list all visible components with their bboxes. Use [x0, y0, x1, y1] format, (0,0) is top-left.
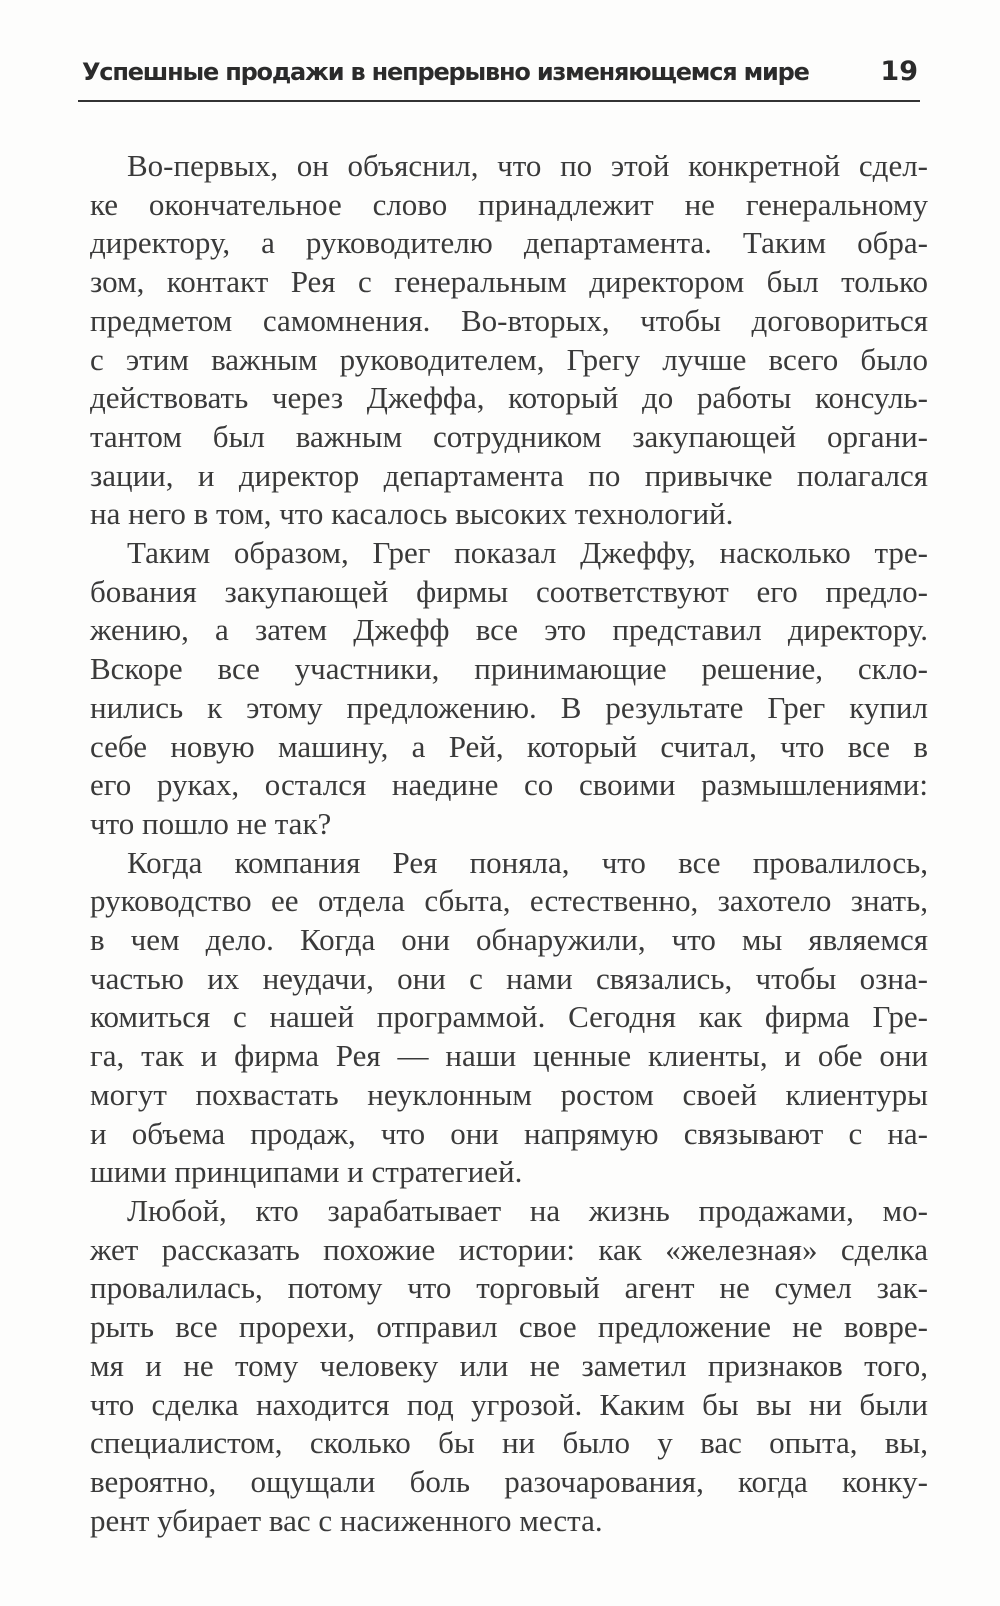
- text-line: мя и не тому человеку или не заметил признаков того,: [90, 1347, 928, 1383]
- text-line: га, так и фирма Рея — наши ценные клиенты, и обе они: [90, 1038, 928, 1074]
- text-line: нились к этому предложению. В результате Грег купил: [90, 689, 928, 725]
- text-line: зации, и директор департамента по привычке полагался: [90, 457, 928, 493]
- text-line: на него в том, что касалось высоких технологий.: [90, 496, 734, 532]
- text-line: рыть все прорехи, отправил свое предложение не вовре-: [90, 1309, 928, 1345]
- paragraph: [90, 1192, 928, 1540]
- text-line: с этим важным руководителем, Грегу лучше всего было: [90, 341, 928, 377]
- text-line: в чем дело. Когда они обнаружили, что мы являемся: [90, 922, 928, 958]
- text-line: Во-первых, он объяснил, что по этой конкретной сдел-: [127, 148, 928, 183]
- text-line: и объема продаж, что они напрямую связывают с на-: [90, 1115, 928, 1151]
- text-line: могут похвастать неуклонным ростом своей клиентуры: [90, 1076, 928, 1112]
- text-line: предметом самомнения. Во-вторых, чтобы договориться: [90, 302, 928, 338]
- text-line: руководство ее отдела сбыта, естественно, захотело знать,: [90, 883, 928, 919]
- text-line: Любой, кто зарабатывает на жизнь продажами, мо-: [127, 1192, 928, 1228]
- page-header: [78, 56, 920, 102]
- text-line: комиться с нашей программой. Сегодня как фирма Гре-: [90, 999, 928, 1035]
- body-text: [90, 147, 928, 1540]
- paragraph: [90, 844, 928, 1192]
- text-line: зом, контакт Рея с генеральным директором был только: [90, 264, 928, 300]
- text-line: провалилась, потому что торговый агент не сумел зак-: [90, 1270, 928, 1306]
- text-line: шими принципами и стратегией.: [90, 1154, 523, 1190]
- paragraph: [90, 147, 928, 534]
- text-line: рент убирает вас с насиженного места.: [90, 1502, 603, 1538]
- paragraph: [90, 534, 928, 844]
- text-line: частью их неудачи, они с нами связались, чтобы озна-: [90, 960, 928, 996]
- text-line: жет рассказать похожие истории: как «железная» сделка: [90, 1231, 928, 1267]
- text-line: его руках, остался наедине со своими размышлениями:: [90, 767, 928, 803]
- text-line: себе новую машину, а Рей, который считал, что все в: [90, 728, 928, 764]
- running-title: Успешные продажи в непрерывно изменяющемся мире: [82, 58, 809, 86]
- text-line: что пошло не так?: [90, 805, 332, 841]
- text-line: специалистом, сколько бы ни было у вас опыта, вы,: [90, 1425, 928, 1461]
- text-line: ке окончательное слово принадлежит не генеральному: [90, 186, 928, 222]
- text-line: что сделка находится под угрозой. Каким бы вы ни были: [90, 1386, 928, 1422]
- page-number: 19: [880, 56, 918, 87]
- text-line: вероятно, ощущали боль разочарования, когда конку-: [90, 1463, 928, 1499]
- text-line: жению, а затем Джефф все это представил директору.: [90, 612, 928, 648]
- text-line: действовать через Джеффа, который до работы консуль-: [90, 380, 928, 416]
- text-line: Таким образом, Грег показал Джеффу, насколько тре-: [127, 535, 928, 571]
- text-line: Вскоре все участники, принимающие решение, скло-: [90, 651, 928, 687]
- text-line: Когда компания Рея поняла, что все провалилось,: [127, 844, 928, 880]
- text-line: бования закупающей фирмы соответствуют его предло-: [90, 573, 928, 609]
- text-line: директору, а руководителю департамента. Таким обра-: [90, 225, 928, 261]
- text-line: тантом был важным сотрудником закупающей органи-: [90, 418, 928, 454]
